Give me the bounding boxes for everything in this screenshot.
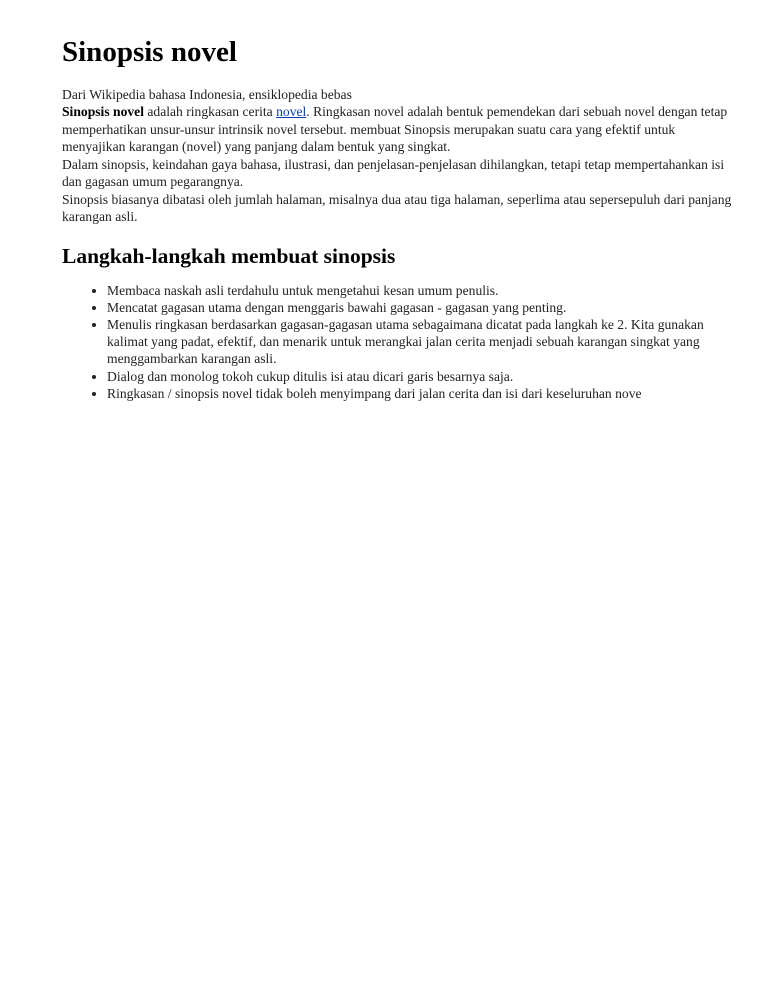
section-heading: Langkah-langkah membuat sinopsis (62, 243, 396, 268)
site-subtitle: Dari Wikipedia bahasa Indonesia, ensiklopedia bebas (62, 87, 352, 102)
novel-link[interactable]: novel (276, 104, 307, 119)
paragraph-2: Dalam sinopsis, keindahan gaya bahasa, ilustrasi, dan penjelasan-penjelasan dihilangkan, tetapi tetap mempertahankan isi dan gagasan umum pegarangnya. (62, 156, 725, 189)
list-item: • Dialog dan monolog tokoh cukup ditulis isi atau dicari garis besarnya saja. (107, 368, 732, 385)
list-item: • Menulis ringkasan berdasarkan gagasan-gagasan utama sebagaimana dicatat pada langkah ke 2. Kita gunakan kalimat yang padat, efektif, dan menarik untuk merangkai jalan cerita menjadi sebuah karangan singkat yang menggambarkan karangan asli. (107, 316, 732, 368)
intro-paragraph (62, 103, 732, 156)
intro-text-after-link: . Ringkasan novel adalah bentuk pemendekan dari sebuah novel dengan tetap memperhatikan unsur-unsur intrinsik novel tersebut. membuat Sinopsis merupakan suatu cara yang efektif untuk menyajikan karangan (novel) yang panjang dalam bentuk yang singkat. (62, 104, 728, 154)
article (62, 30, 732, 402)
steps-list (62, 282, 732, 402)
list-item: • Ringkasan / sinopsis novel tidak boleh menyimpang dari jalan cerita dan isi dari keseluruhan nove (107, 385, 732, 402)
intro-bold-term: Sinopsis novel (62, 104, 144, 119)
list-item: • Membaca naskah asli terdahulu untuk mengetahui kesan umum penulis. (107, 282, 732, 299)
list-item: • Mencatat gagasan utama dengan menggaris bawahi gagasan - gagasan yang penting. (107, 299, 732, 316)
intro-text-before-link: adalah ringkasan cerita (143, 104, 277, 119)
paragraph-3: Sinopsis biasanya dibatasi oleh jumlah halaman, misalnya dua atau tiga halaman, seperlima atau sepersepuluh dari panjang karangan asli. (62, 191, 732, 224)
page-title: Sinopsis novel (62, 36, 237, 68)
